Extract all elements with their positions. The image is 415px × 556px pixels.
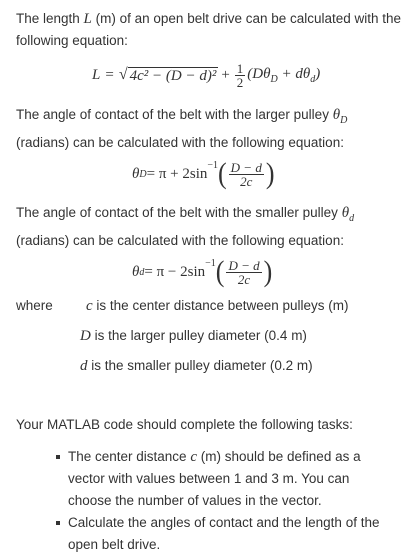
bullet-icon — [56, 455, 60, 459]
eq3-lhs: θ — [132, 263, 140, 280]
eq3-rhs: = π − 2sin — [144, 263, 206, 280]
eq1-rhs-close: ) — [315, 65, 321, 82]
larger-pulley-paragraph — [16, 104, 408, 154]
task-item-calculate — [56, 512, 396, 556]
eq1-sqrt — [119, 66, 219, 85]
eq1-equals: = — [105, 66, 114, 83]
where-label: where — [16, 298, 53, 313]
eq1-half-den: 2 — [236, 74, 244, 90]
eq2-num: D − d — [230, 159, 262, 175]
eq2-den: 2c — [240, 173, 253, 189]
para3-symbol: θ — [341, 205, 350, 221]
eq1-sqrt-body: 4c² − (D − d)² — [129, 67, 217, 84]
eq1-rhs — [247, 66, 320, 85]
eq3-sup: −1 — [205, 258, 216, 269]
eq2-rhs: = π + 2sin — [146, 165, 208, 182]
theta-D-symbol — [332, 107, 348, 126]
intro-text-after: (m) of an open belt drive can be calculated with the following equation: — [16, 11, 402, 48]
sqrt-sign-icon: √ — [118, 65, 128, 83]
para2-text2: (radians) can be calculated with the following equation: — [16, 135, 344, 150]
eq2-fraction — [229, 161, 264, 188]
task1-text-after: (m) should be defined as a vector with values between 1 and 3 m. You can choose the number of values in the vector. — [68, 449, 361, 508]
eq1-rhs-a: (Dθ — [247, 65, 271, 82]
eq1-half-num: 1 — [236, 60, 244, 76]
eq3-fraction — [226, 259, 261, 286]
where-c-symbol: c — [86, 298, 93, 314]
length-equation — [92, 62, 320, 88]
para2-symbol-sub: D — [340, 115, 348, 126]
para3-text: The angle of contact of the belt with the smaller pulley — [16, 205, 342, 220]
eq2-lhs-sub: D — [139, 168, 147, 180]
theta-D-equation — [132, 158, 275, 190]
eq3-num: D − d — [228, 257, 260, 273]
where-D-text: is the larger pulley diameter (0.4 m) — [90, 328, 307, 343]
where-d-text: is the smaller pulley diameter (0.2 m) — [87, 358, 313, 373]
task1-text-before: The center distance — [68, 449, 191, 464]
eq1-half — [235, 62, 246, 89]
eq3-right-paren: ) — [263, 254, 273, 289]
bullet-icon — [56, 521, 60, 525]
smaller-pulley-paragraph — [16, 202, 408, 252]
tasks-intro: Your MATLAB code should complete the following tasks: — [16, 417, 353, 432]
eq1-rhs-sub2: d — [310, 73, 316, 85]
where-D-symbol: D — [80, 328, 91, 344]
eq1-plus: + — [221, 66, 230, 83]
where-d-row — [80, 356, 313, 376]
eq3-lhs-sub: d — [139, 266, 145, 278]
intro-paragraph — [16, 8, 408, 52]
where-c-text: is the center distance between pulleys (m) — [92, 298, 349, 313]
eq1-rhs-mid: + dθ — [277, 65, 311, 82]
eq1-rhs-sub1: D — [270, 73, 278, 85]
eq3-left-paren: ( — [215, 254, 225, 289]
para3-symbol-sub: d — [349, 213, 355, 224]
eq3-den: 2c — [237, 271, 251, 287]
task-list — [56, 446, 396, 556]
where-D-row — [80, 326, 307, 346]
eq1-lhs: L — [92, 66, 101, 83]
eq2-left-paren: ( — [218, 156, 227, 191]
theta-d-equation — [132, 256, 272, 288]
para3-text2: (radians) can be calculated with the following equation: — [16, 233, 344, 248]
task-item-center-distance — [56, 446, 396, 512]
intro-text-before: The length — [16, 11, 84, 26]
para2-symbol: θ — [332, 107, 341, 123]
eq2-right-paren: ) — [265, 156, 275, 191]
task2-text: Calculate the angles of contact and the length of the open belt drive. — [68, 515, 380, 552]
theta-d-symbol — [341, 205, 355, 224]
para2-text: The angle of contact of the belt with the larger pulley — [16, 107, 333, 122]
where-d-symbol: d — [80, 358, 88, 374]
eq2-lhs: θ — [132, 165, 140, 182]
eq2-sup: −1 — [207, 160, 218, 171]
where-c-row — [86, 296, 349, 316]
task1-symbol: c — [190, 449, 197, 465]
length-symbol: L — [83, 11, 92, 27]
